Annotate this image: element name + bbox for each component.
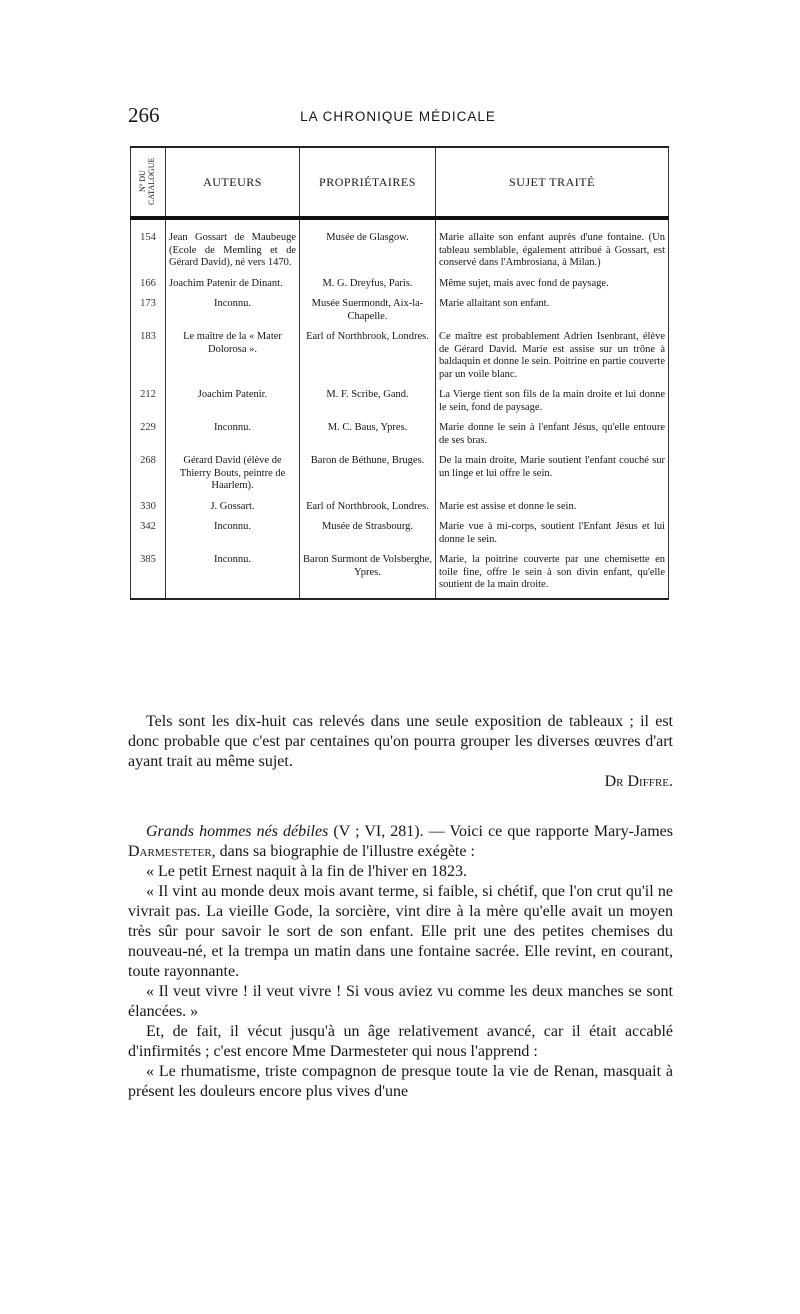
table-row xyxy=(131,296,669,329)
cited-author: Darmesteter xyxy=(128,843,212,860)
subject-cell: Marie allaite son enfant auprès d'une fontaine. (Un tableau semblable, également attribué à Gossart, est conservé dans l'Ambrosiana, à Milan.) xyxy=(436,218,669,276)
owner-cell: Musée Suermondt, Aix-la-Chapelle. xyxy=(300,296,436,329)
author-cell: Inconnu. xyxy=(166,296,300,329)
author-cell: J. Gossart. xyxy=(166,499,300,520)
author-cell: Jean Gossart de Maubeuge (Ecole de Memling et de Gérard David), né vers 1470. xyxy=(166,218,300,276)
catalogue-number: 154 xyxy=(131,218,166,276)
table-row xyxy=(131,519,669,552)
table-row xyxy=(131,420,669,453)
owner-cell: M. F. Scribe, Gand. xyxy=(300,387,436,420)
article-title: Grands hommes nés débiles xyxy=(146,823,329,840)
catalogue-number: 183 xyxy=(131,329,166,387)
author-signature: Dr Diffre. xyxy=(604,773,673,790)
table-row xyxy=(131,218,669,276)
quote-paragraph: « Il vint au monde deux mois avant terme, si faible, si chétif, que l'on crut qu'il ne vivrait pas. La vieille Gode, la sorcière, vint dire à la mère qu'elle avait un moyen très sûr pour savoir le sort de son enfant. Elle prit une des petites chemises du nouveau-né, et la trempa un matin dans une fontaine sacrée. Elle revint, en courant, toute rayonnante. xyxy=(128,883,673,980)
subject-cell: Marie donne le sein à l'enfant Jésus, qu'elle entoure de ses bras. xyxy=(436,420,669,453)
subject-cell: De la main droite, Marie soutient l'enfant couché sur un linge et lui offre le sein. xyxy=(436,453,669,499)
owner-cell: Earl of Northbrook, Londres. xyxy=(300,329,436,387)
page-number: 266 xyxy=(128,103,160,127)
owner-cell: M. G. Dreyfus, Paris. xyxy=(300,276,436,297)
author-cell: Joachim Patenir. xyxy=(166,387,300,420)
catalogue-number: 342 xyxy=(131,519,166,552)
author-cell: Gérard David (élève de Thierry Bouts, peintre de Haarlem). xyxy=(166,453,300,499)
table-row xyxy=(131,276,669,297)
owner-cell: Baron Surmont de Volsberghe, Ypres. xyxy=(300,552,436,599)
author-cell: Inconnu. xyxy=(166,552,300,599)
table-row xyxy=(131,499,669,520)
quote-paragraph: « Le rhumatisme, triste compagnon de presque toute la vie de Renan, masquait à présent les douleurs encore plus vives d'une xyxy=(128,1063,673,1100)
owner-cell: Earl of Northbrook, Londres. xyxy=(300,499,436,520)
page-header xyxy=(128,103,668,129)
owner-cell: Musée de Glasgow. xyxy=(300,218,436,276)
header-auteurs: AUTEURS xyxy=(166,147,300,218)
author-cell: Inconnu. xyxy=(166,420,300,453)
author-cell: Le maître de la « Mater Dolorosa ». xyxy=(166,329,300,387)
subject-cell: Marie est assise et donne le sein. xyxy=(436,499,669,520)
closing-paragraph: Tels sont les dix-huit cas relevés dans une seule exposition de tableaux ; il est donc probable que c'est par centaines qu'on pourra grouper les diverses œuvres d'art ayant trait au même sujet. xyxy=(128,713,673,770)
author-cell: Inconnu. xyxy=(166,519,300,552)
catalogue-number: 229 xyxy=(131,420,166,453)
catalogue-number: 173 xyxy=(131,296,166,329)
subject-cell: Marie vue à mi-corps, soutient l'Enfant Jésus et lui donne le sein. xyxy=(436,519,669,552)
catalogue-table xyxy=(130,146,669,600)
catalogue-number: 330 xyxy=(131,499,166,520)
table-row xyxy=(131,329,669,387)
catalogue-number: 268 xyxy=(131,453,166,499)
article-intro xyxy=(128,822,673,862)
quote-paragraph: « Le petit Ernest naquit à la fin de l'hiver en 1823. xyxy=(146,863,468,880)
article-reference: (V ; VI, 281). — Voici ce que rapporte Mary-James xyxy=(328,823,674,840)
table-row xyxy=(131,387,669,420)
header-sujet: SUJET TRAITÉ xyxy=(436,147,669,218)
subject-cell: Ce maître est probablement Adrien Isenbrant, élève de Gérard David. Marie est assise sur un trône à baldaquin et donne le sein. Poitrine en partie couverte par un voile blanc. xyxy=(436,329,669,387)
author-cell: Joachim Patenir de Dinant. xyxy=(166,276,300,297)
closing-paragraph-block xyxy=(128,712,673,792)
running-title: LA CHRONIQUE MÉDICALE xyxy=(300,109,496,124)
subject-cell: Marie allaitant son enfant. xyxy=(436,296,669,329)
header-catalogue-number: Nº DU CATALOGUE xyxy=(131,147,166,218)
article-body xyxy=(128,822,673,1102)
table-row xyxy=(131,552,669,599)
catalogue-number: 385 xyxy=(131,552,166,599)
header-proprietaires: PROPRIÉTAIRES xyxy=(300,147,436,218)
subject-cell: Marie, la poitrine couverte par une chemisette en toile fine, offre le sein à son divin enfant, qu'elle soutient de la main droite. xyxy=(436,552,669,599)
subject-cell: La Vierge tient son fils de la main droite et lui donne le sein, fond de paysage. xyxy=(436,387,669,420)
body-paragraph: Et, de fait, il vécut jusqu'à un âge relativement avancé, car il était accablé d'infirmités ; c'est encore Mme Darmesteter qui nous l'apprend : xyxy=(128,1023,673,1060)
owner-cell: M. C. Baus, Ypres. xyxy=(300,420,436,453)
catalogue-number: 166 xyxy=(131,276,166,297)
owner-cell: Baron de Béthune, Bruges. xyxy=(300,453,436,499)
owner-cell: Musée de Strasbourg. xyxy=(300,519,436,552)
catalogue-number: 212 xyxy=(131,387,166,420)
table-row xyxy=(131,453,669,499)
quote-paragraph: « Il veut vivre ! il veut vivre ! Si vous aviez vu comme les deux manches se sont élancées. » xyxy=(128,983,673,1020)
article-intro-rest: , dans sa biographie de l'illustre exégète : xyxy=(211,843,475,860)
subject-cell: Même sujet, mais avec fond de paysage. xyxy=(436,276,669,297)
